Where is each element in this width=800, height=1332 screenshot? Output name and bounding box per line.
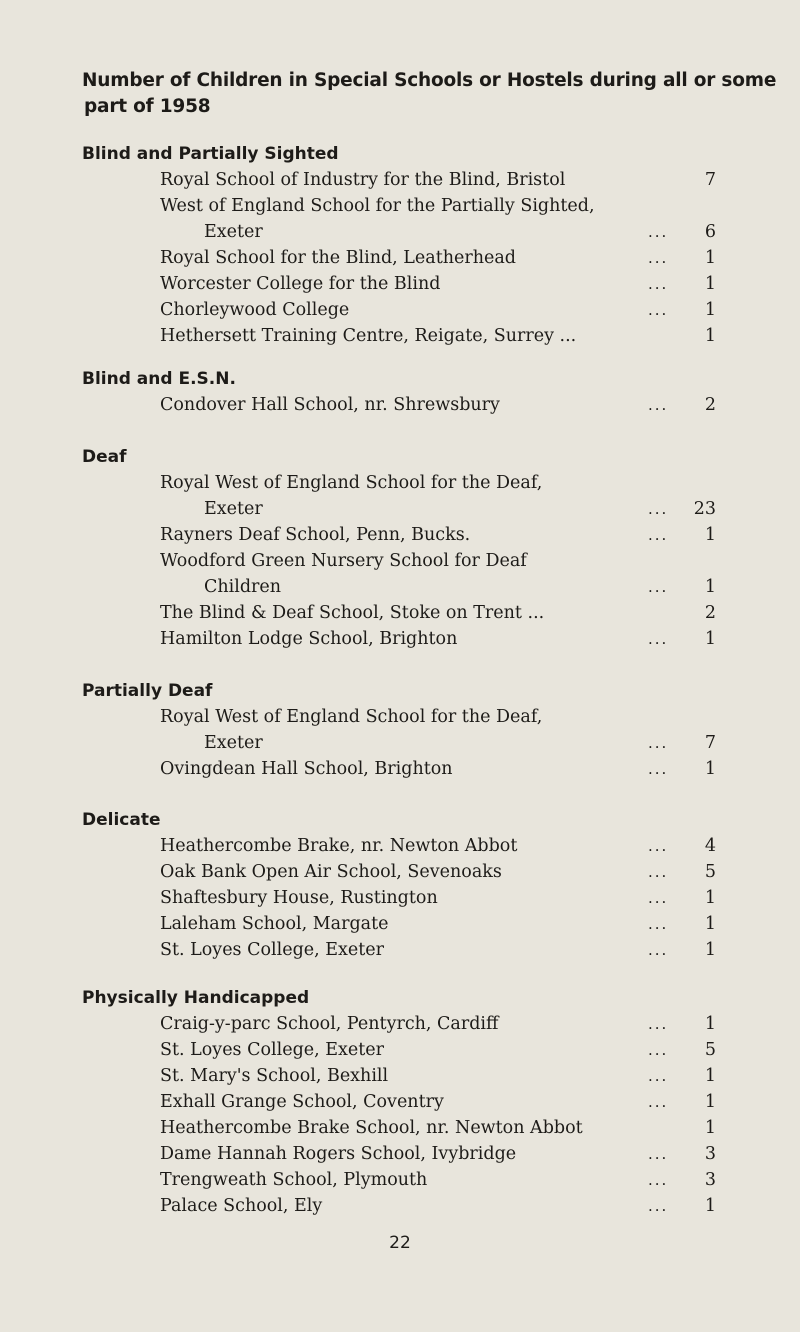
list-item: [82, 522, 716, 548]
school-name: St. Loyes College, Exeter: [160, 1040, 385, 1060]
list-item: [82, 704, 702, 730]
school-name: Chorleywood College: [160, 300, 350, 320]
leader-dots: ...: [648, 889, 669, 907]
section: [82, 444, 716, 652]
school-name: Children: [204, 577, 282, 597]
leader-dots: ...: [648, 1145, 669, 1163]
child-count: 5: [704, 862, 716, 882]
school-name: Exeter: [204, 499, 263, 519]
school-name: Laleham School, Margate: [160, 914, 389, 934]
list-item: [82, 1011, 716, 1037]
child-count: 1: [704, 1066, 716, 1086]
school-name: Exhall Grange School, Coventry: [160, 1092, 444, 1112]
list-item: [82, 756, 716, 782]
child-count: 1: [704, 1196, 716, 1216]
leader-dots: ...: [648, 500, 669, 518]
section: [82, 678, 716, 782]
title-line-2: part of 1958: [84, 96, 211, 117]
section: [82, 807, 716, 963]
school-name: Hamilton Lodge School, Brighton: [160, 629, 458, 649]
school-name: St. Loyes College, Exeter: [160, 940, 385, 960]
school-name: Shaftesbury House, Rustington: [160, 888, 438, 908]
list-item: [82, 1089, 716, 1115]
child-count: 1: [704, 1092, 716, 1112]
leader-dots: ...: [648, 863, 669, 881]
child-count: 1: [704, 525, 716, 545]
leader-dots: ...: [648, 760, 669, 778]
leader-dots: ...: [648, 223, 669, 241]
child-count: 1: [704, 300, 716, 320]
section-heading: Partially Deaf: [82, 681, 213, 701]
school-name: Dame Hannah Rogers School, Ivybridge: [160, 1144, 517, 1164]
list-item: [82, 574, 716, 600]
leader-dots: ...: [648, 578, 669, 596]
section-heading: Blind and E.S.N.: [82, 369, 236, 389]
school-name: Exeter: [204, 222, 263, 242]
child-count: 1: [704, 888, 716, 908]
section: [82, 985, 716, 1219]
child-count: 3: [704, 1170, 716, 1190]
list-item: [82, 323, 716, 349]
child-count: 5: [704, 1040, 716, 1060]
title-line-1: Number of Children in Special Schools or Hostels during all or some: [82, 70, 777, 91]
list-item: [82, 1115, 716, 1141]
school-name: St. Mary's School, Bexhill: [160, 1066, 389, 1086]
child-count: 1: [704, 914, 716, 934]
list-item: [82, 1193, 716, 1219]
child-count: 2: [704, 603, 716, 623]
section: [82, 141, 716, 349]
child-count: 1: [704, 274, 716, 294]
section-heading: Physically Handicapped: [82, 988, 310, 1008]
leader-dots: ...: [648, 396, 669, 414]
school-name: West of England School for the Partially Sighted,: [160, 196, 595, 216]
child-count: 3: [704, 1144, 716, 1164]
list-item: [82, 1141, 716, 1167]
section-heading: Blind and Partially Sighted: [82, 144, 339, 164]
child-count: 1: [704, 759, 716, 779]
list-item: [82, 271, 716, 297]
leader-dots: ...: [648, 249, 669, 267]
school-name: Heathercombe Brake School, nr. Newton Abbot: [160, 1118, 583, 1138]
list-item: [82, 496, 716, 522]
child-count: 1: [704, 248, 716, 268]
school-name: Oak Bank Open Air School, Sevenoaks: [160, 862, 502, 882]
child-count: 6: [704, 222, 716, 242]
child-count: 1: [704, 1014, 716, 1034]
leader-dots: ...: [648, 1067, 669, 1085]
list-item: [82, 470, 702, 496]
child-count: 1: [704, 940, 716, 960]
list-item: [82, 219, 716, 245]
leader-dots: ...: [648, 915, 669, 933]
leader-dots: ...: [648, 526, 669, 544]
school-name: Hethersett Training Centre, Reigate, Surrey ...: [160, 326, 577, 346]
school-name: Craig-y-parc School, Pentyrch, Cardiff: [160, 1014, 499, 1034]
section: [82, 366, 716, 418]
school-name: Heathercombe Brake, nr. Newton Abbot: [160, 836, 518, 856]
leader-dots: ...: [648, 1171, 669, 1189]
child-count: 7: [704, 733, 716, 753]
leader-dots: ...: [648, 941, 669, 959]
list-item: [82, 937, 716, 963]
section-heading: Delicate: [82, 810, 161, 830]
leader-dots: ...: [648, 734, 669, 752]
school-name: Trengweath School, Plymouth: [160, 1170, 428, 1190]
leader-dots: ...: [648, 1197, 669, 1215]
list-item: [82, 859, 716, 885]
school-name: Exeter: [204, 733, 263, 753]
page-number: 22: [389, 1233, 411, 1253]
list-item: [82, 833, 716, 859]
child-count: 7: [704, 170, 716, 190]
child-count: 4: [704, 836, 716, 856]
leader-dots: ...: [648, 630, 669, 648]
list-item: [82, 1167, 716, 1193]
school-name: Royal West of England School for the Deaf,: [160, 707, 543, 727]
list-item: [82, 193, 702, 219]
child-count: 1: [704, 1118, 716, 1138]
leader-dots: ...: [648, 1093, 669, 1111]
list-item: [82, 1037, 716, 1063]
leader-dots: ...: [648, 275, 669, 293]
list-item: [82, 626, 716, 652]
school-name: Ovingdean Hall School, Brighton: [160, 759, 453, 779]
child-count: 2: [704, 395, 716, 415]
school-name: Royal School of Industry for the Blind, Bristol: [160, 170, 566, 190]
school-name: Royal West of England School for the Deaf,: [160, 473, 543, 493]
list-item: [82, 911, 716, 937]
list-item: [82, 245, 716, 271]
child-count: 1: [704, 577, 716, 597]
list-item: [82, 1063, 716, 1089]
leader-dots: ...: [648, 1041, 669, 1059]
leader-dots: ...: [648, 301, 669, 319]
list-item: [82, 730, 716, 756]
school-name: The Blind & Deaf School, Stoke on Trent ...: [160, 603, 545, 623]
list-item: [82, 392, 716, 418]
school-name: Worcester College for the Blind: [160, 274, 441, 294]
child-count: 23: [693, 499, 716, 519]
leader-dots: ...: [648, 837, 669, 855]
school-name: Palace School, Ely: [160, 1196, 323, 1216]
leader-dots: ...: [648, 1015, 669, 1033]
school-name: Rayners Deaf School, Penn, Bucks.: [160, 525, 471, 545]
list-item: [82, 297, 716, 323]
school-name: Condover Hall School, nr. Shrewsbury: [160, 395, 500, 415]
list-item: [82, 885, 716, 911]
section-heading: Deaf: [82, 447, 127, 467]
list-item: [82, 548, 702, 574]
list-item: [82, 600, 716, 626]
child-count: 1: [704, 629, 716, 649]
school-name: Royal School for the Blind, Leatherhead: [160, 248, 516, 268]
school-name: Woodford Green Nursery School for Deaf: [160, 551, 527, 571]
child-count: 1: [704, 326, 716, 346]
page-title: [82, 68, 782, 120]
list-item: [82, 167, 716, 193]
